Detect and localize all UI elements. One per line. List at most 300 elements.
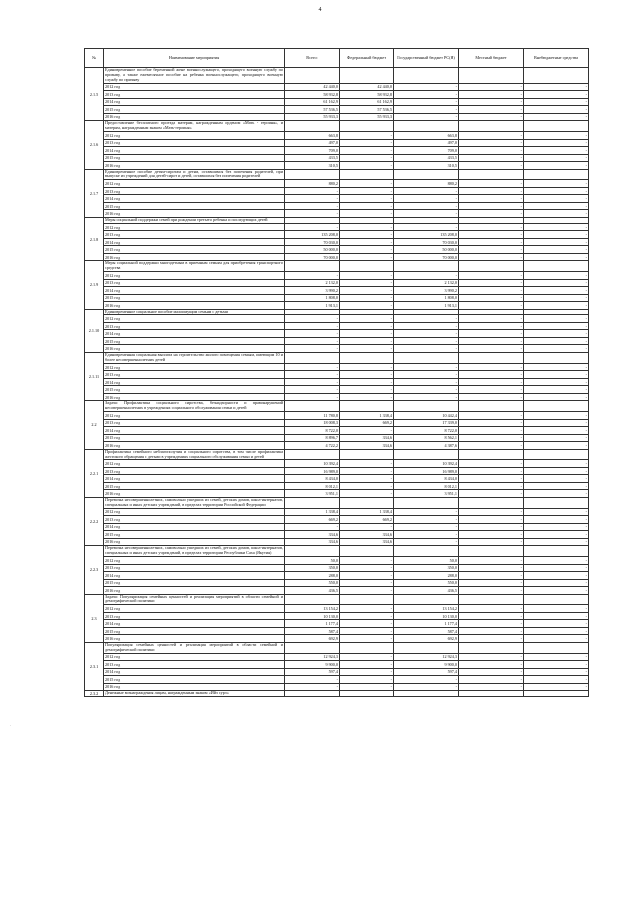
empty-cell xyxy=(285,261,340,272)
regional-cell: - xyxy=(394,363,459,371)
federal-cell: - xyxy=(340,195,394,203)
section-title: Меры социальной поддержки многодетным в приемным семьям для приобретения транспортного средства xyxy=(105,260,283,271)
federal-cell: - xyxy=(340,393,394,401)
section-number: 2.3 xyxy=(85,594,104,642)
local-cell: - xyxy=(459,315,524,323)
regional-cell: 10 130,0 xyxy=(394,612,459,620)
local-cell: - xyxy=(459,195,524,203)
empty-cell xyxy=(394,594,459,605)
local-cell: - xyxy=(459,253,524,261)
federal-cell: - xyxy=(340,180,394,188)
header-regional: Государственный бюджет РС(Я) xyxy=(394,49,459,68)
table-row xyxy=(85,635,589,643)
section-title-row xyxy=(85,546,589,557)
federal-cell: 334,6 xyxy=(340,538,394,546)
section-title: Задача: Профилактика социального сиротства, безнадзорности и правонарушений несовершеннолетних в учреждениях социального обслуживания семьи и детей xyxy=(105,400,283,411)
total-cell: 135 208,0 xyxy=(285,231,340,239)
local-cell: - xyxy=(459,531,524,539)
total-cell: 709,0 xyxy=(285,147,340,155)
table-row xyxy=(85,605,589,613)
empty-cell xyxy=(459,691,524,697)
extra-cell: - xyxy=(524,653,589,661)
empty-cell xyxy=(394,497,459,508)
regional-cell: - xyxy=(394,223,459,231)
empty-cell xyxy=(524,121,589,132)
federal-cell: 1 338,4 xyxy=(340,508,394,516)
table-row xyxy=(85,538,589,546)
table-row xyxy=(85,195,589,203)
local-cell: - xyxy=(459,272,524,280)
local-cell: - xyxy=(459,132,524,140)
regional-cell: 3 951,1 xyxy=(394,490,459,498)
empty-cell xyxy=(394,352,459,363)
year-cell: 2015 год xyxy=(104,154,285,162)
local-cell: - xyxy=(459,523,524,531)
regional-cell: 1 913,1 xyxy=(394,302,459,310)
extra-cell: - xyxy=(524,676,589,684)
extra-cell: - xyxy=(524,564,589,572)
federal-cell: - xyxy=(340,557,394,565)
regional-cell: 70 030,0 xyxy=(394,238,459,246)
section-title: Профилактика семейного неблагополучия и социального сиротства, в том числе профилактика жестокого обращения с детьми в учреждениях социального обслуживания семьи и детей xyxy=(105,449,283,459)
total-cell: - xyxy=(285,393,340,401)
extra-cell: - xyxy=(524,231,589,239)
regional-cell: - xyxy=(394,676,459,684)
local-cell: - xyxy=(459,337,524,345)
empty-cell xyxy=(524,169,589,180)
extra-cell: - xyxy=(524,132,589,140)
year-cell: 2016 год xyxy=(104,393,285,401)
total-cell: - xyxy=(285,378,340,386)
table-row xyxy=(85,460,589,468)
regional-cell: - xyxy=(394,683,459,691)
federal-cell: - xyxy=(340,427,394,435)
table-row xyxy=(85,315,589,323)
table-row xyxy=(85,210,589,218)
empty-cell xyxy=(285,546,340,557)
table-row xyxy=(85,287,589,295)
federal-cell: - xyxy=(340,653,394,661)
total-cell: - xyxy=(285,386,340,394)
section-number: 2.3.1 xyxy=(85,642,104,690)
year-cell: 2015 год xyxy=(104,434,285,442)
total-cell: 70 000,0 xyxy=(285,253,340,261)
year-cell: 2015 год xyxy=(104,294,285,302)
table-row xyxy=(85,83,589,91)
section-number: 2.1.8 xyxy=(85,217,104,260)
regional-cell: 13 154,2 xyxy=(394,605,459,613)
local-cell: - xyxy=(459,98,524,106)
total-cell: 3 951,1 xyxy=(285,490,340,498)
local-cell: - xyxy=(459,427,524,435)
regional-cell: - xyxy=(394,386,459,394)
table-row xyxy=(85,371,589,379)
table-header-row xyxy=(85,49,589,68)
extra-cell: - xyxy=(524,91,589,99)
total-cell: 1 177,4 xyxy=(285,620,340,628)
federal-cell: - xyxy=(340,668,394,676)
local-cell: - xyxy=(459,187,524,195)
federal-cell: - xyxy=(340,605,394,613)
local-cell: - xyxy=(459,113,524,121)
total-cell: 8 896,7 xyxy=(285,434,340,442)
table-row xyxy=(85,653,589,661)
extra-cell: - xyxy=(524,434,589,442)
year-cell: 2013 год xyxy=(104,91,285,99)
header-number: № xyxy=(85,49,104,68)
section-number: 2.1.7 xyxy=(85,169,104,217)
local-cell: - xyxy=(459,557,524,565)
table-row xyxy=(85,627,589,635)
local-cell: - xyxy=(459,620,524,628)
table-row xyxy=(85,279,589,287)
total-cell: 334,6 xyxy=(285,538,340,546)
extra-cell: - xyxy=(524,612,589,620)
year-cell: 2012 год xyxy=(104,315,285,323)
regional-cell: 692,9 xyxy=(394,635,459,643)
regional-cell: 709,0 xyxy=(394,147,459,155)
section-number: 2.2.2 xyxy=(85,497,104,545)
extra-cell: - xyxy=(524,287,589,295)
regional-cell: 497,0 xyxy=(394,139,459,147)
federal-cell: - xyxy=(340,210,394,218)
table-row xyxy=(85,683,589,691)
section-number: 2.1.11 xyxy=(85,352,104,400)
regional-cell: - xyxy=(394,187,459,195)
federal-cell: - xyxy=(340,661,394,669)
extra-cell: - xyxy=(524,337,589,345)
local-cell: - xyxy=(459,434,524,442)
total-cell: 61 162,9 xyxy=(285,98,340,106)
budget-table xyxy=(84,48,589,697)
total-cell: 8 722,0 xyxy=(285,427,340,435)
regional-cell: - xyxy=(394,315,459,323)
local-cell: - xyxy=(459,363,524,371)
total-cell: 669,2 xyxy=(285,516,340,524)
regional-cell: 8 434,0 xyxy=(394,475,459,483)
total-cell: - xyxy=(285,202,340,210)
total-cell: 1 808,0 xyxy=(285,294,340,302)
total-cell: 3 990,2 xyxy=(285,287,340,295)
regional-cell: 4 387,6 xyxy=(394,442,459,450)
year-cell: 2013 год xyxy=(104,661,285,669)
total-cell: 9 900,0 xyxy=(285,661,340,669)
year-cell: 2012 год xyxy=(104,557,285,565)
year-cell: 2012 год xyxy=(104,605,285,613)
total-cell: - xyxy=(285,187,340,195)
empty-cell xyxy=(524,594,589,605)
local-cell: - xyxy=(459,442,524,450)
year-cell: 2013 год xyxy=(104,279,285,287)
year-cell: 2013 год xyxy=(104,516,285,524)
empty-cell xyxy=(394,121,459,132)
empty-cell xyxy=(459,594,524,605)
year-cell: 2013 год xyxy=(104,612,285,620)
regional-cell: 663,8 xyxy=(394,132,459,140)
local-cell: - xyxy=(459,572,524,580)
federal-cell: - xyxy=(340,587,394,595)
extra-cell: - xyxy=(524,661,589,669)
extra-cell: - xyxy=(524,393,589,401)
regional-cell: - xyxy=(394,523,459,531)
year-cell: 2014 год xyxy=(104,427,285,435)
regional-cell: 288,0 xyxy=(394,572,459,580)
extra-cell: - xyxy=(524,345,589,353)
year-cell: 2016 год xyxy=(104,538,285,546)
table-row xyxy=(85,246,589,254)
local-cell: - xyxy=(459,516,524,524)
table-row xyxy=(85,434,589,442)
header-extra: Внебюджетные средства xyxy=(524,49,589,68)
header-local: Местный бюджет xyxy=(459,49,524,68)
empty-cell xyxy=(340,121,394,132)
year-cell: 2016 год xyxy=(104,302,285,310)
empty-cell xyxy=(459,401,524,412)
local-cell: - xyxy=(459,162,524,170)
federal-cell: - xyxy=(340,378,394,386)
regional-cell: 880,2 xyxy=(394,180,459,188)
table-row xyxy=(85,516,589,524)
local-cell: - xyxy=(459,322,524,330)
extra-cell: - xyxy=(524,202,589,210)
table-row xyxy=(85,620,589,628)
extra-cell: - xyxy=(524,490,589,498)
year-cell: 2013 год xyxy=(104,322,285,330)
year-cell: 2014 год xyxy=(104,147,285,155)
federal-cell: - xyxy=(340,386,394,394)
federal-cell: - xyxy=(340,231,394,239)
total-cell: 8 434,0 xyxy=(285,475,340,483)
table-row xyxy=(85,345,589,353)
section-title-row xyxy=(85,497,589,508)
extra-cell: - xyxy=(524,106,589,114)
table-row xyxy=(85,490,589,498)
year-cell: 2015 год xyxy=(104,531,285,539)
regional-cell: 597,4 xyxy=(394,668,459,676)
header-federal: Федеральный бюджет xyxy=(340,49,394,68)
total-cell: 16 989,0 xyxy=(285,467,340,475)
table-row xyxy=(85,231,589,239)
total-cell: - xyxy=(285,337,340,345)
empty-cell xyxy=(459,261,524,272)
total-cell: 11 780,8 xyxy=(285,412,340,420)
regional-cell: - xyxy=(394,83,459,91)
regional-cell: 17 339,0 xyxy=(394,419,459,427)
federal-cell: - xyxy=(340,202,394,210)
table-row xyxy=(85,564,589,572)
table-row xyxy=(85,337,589,345)
section-title-row xyxy=(85,352,589,363)
empty-cell xyxy=(524,68,589,84)
total-cell: 433,5 xyxy=(285,154,340,162)
year-cell: 2014 год xyxy=(104,668,285,676)
year-cell: 2016 год xyxy=(104,253,285,261)
local-cell: - xyxy=(459,202,524,210)
extra-cell: - xyxy=(524,475,589,483)
empty-cell xyxy=(459,169,524,180)
empty-cell xyxy=(340,449,394,460)
extra-cell: - xyxy=(524,162,589,170)
local-cell: - xyxy=(459,538,524,546)
regional-cell: 8 562,1 xyxy=(394,434,459,442)
section-number: 2.3.2 xyxy=(85,691,104,697)
extra-cell: - xyxy=(524,620,589,628)
total-cell: 880,2 xyxy=(285,180,340,188)
year-cell: 2014 год xyxy=(104,378,285,386)
extra-cell: - xyxy=(524,523,589,531)
regional-cell: - xyxy=(394,378,459,386)
total-cell: 58 932,8 xyxy=(285,91,340,99)
total-cell: 55 933,3 xyxy=(285,113,340,121)
margin-mark: . xyxy=(10,722,11,727)
extra-cell: - xyxy=(524,330,589,338)
table-row xyxy=(85,162,589,170)
regional-cell: 587,4 xyxy=(394,627,459,635)
extra-cell: - xyxy=(524,210,589,218)
table-row xyxy=(85,187,589,195)
empty-cell xyxy=(340,352,394,363)
regional-cell: 350,0 xyxy=(394,564,459,572)
regional-cell: 550,0 xyxy=(394,579,459,587)
table-row xyxy=(85,113,589,121)
empty-cell xyxy=(524,546,589,557)
empty-cell xyxy=(459,352,524,363)
empty-cell xyxy=(340,68,394,84)
regional-cell: - xyxy=(394,393,459,401)
local-cell: - xyxy=(459,635,524,643)
federal-cell: 42 440,0 xyxy=(340,83,394,91)
extra-cell: - xyxy=(524,427,589,435)
extra-cell: - xyxy=(524,322,589,330)
empty-cell xyxy=(285,449,340,460)
federal-cell: - xyxy=(340,154,394,162)
local-cell: - xyxy=(459,210,524,218)
federal-cell: - xyxy=(340,620,394,628)
extra-cell: - xyxy=(524,442,589,450)
extra-cell: - xyxy=(524,238,589,246)
year-cell: 2015 год xyxy=(104,386,285,394)
empty-cell xyxy=(394,691,459,697)
year-cell: 2013 год xyxy=(104,467,285,475)
year-cell: 2012 год xyxy=(104,653,285,661)
regional-cell: - xyxy=(394,113,459,121)
federal-cell: 55 933,3 xyxy=(340,113,394,121)
section-title: Перевозка несовершеннолетних, самовольно ушедших из семей, детских домов, школ-интернатов, специальных и иных детских учреждений, в пределах территории Республики Саха (Якутия) xyxy=(105,545,283,556)
section-title-row xyxy=(85,169,589,180)
year-cell: 2013 год xyxy=(104,231,285,239)
total-cell: - xyxy=(285,371,340,379)
empty-cell xyxy=(285,68,340,84)
table-body xyxy=(85,68,589,697)
table-row xyxy=(85,475,589,483)
local-cell: - xyxy=(459,91,524,99)
empty-cell xyxy=(524,401,589,412)
extra-cell: - xyxy=(524,467,589,475)
year-cell: 2015 год xyxy=(104,676,285,684)
federal-cell: 57 536,5 xyxy=(340,106,394,114)
extra-cell: - xyxy=(524,279,589,287)
extra-cell: - xyxy=(524,180,589,188)
table-row xyxy=(85,139,589,147)
table-row xyxy=(85,508,589,516)
regional-cell: 8 722,0 xyxy=(394,427,459,435)
table-row xyxy=(85,330,589,338)
empty-cell xyxy=(459,121,524,132)
empty-cell xyxy=(285,594,340,605)
total-cell: - xyxy=(285,210,340,218)
year-cell: 2015 год xyxy=(104,246,285,254)
year-cell: 2014 год xyxy=(104,98,285,106)
local-cell: - xyxy=(459,180,524,188)
table-row xyxy=(85,531,589,539)
total-cell: - xyxy=(285,322,340,330)
local-cell: - xyxy=(459,564,524,572)
empty-cell xyxy=(285,691,340,697)
total-cell: - xyxy=(285,683,340,691)
section-number: 2.1.9 xyxy=(85,261,104,309)
total-cell: 8 012,1 xyxy=(285,482,340,490)
table-row xyxy=(85,378,589,386)
federal-cell: - xyxy=(340,132,394,140)
extra-cell: - xyxy=(524,579,589,587)
federal-cell: - xyxy=(340,294,394,302)
federal-cell: - xyxy=(340,302,394,310)
table-row xyxy=(85,132,589,140)
year-cell: 2016 год xyxy=(104,490,285,498)
empty-cell xyxy=(524,261,589,272)
year-cell: 2016 год xyxy=(104,113,285,121)
total-cell: - xyxy=(285,223,340,231)
empty-cell xyxy=(394,68,459,84)
table-row xyxy=(85,223,589,231)
section-title-row xyxy=(85,401,589,412)
extra-cell: - xyxy=(524,246,589,254)
table-row xyxy=(85,147,589,155)
table-row xyxy=(85,294,589,302)
year-cell: 2014 год xyxy=(104,475,285,483)
local-cell: - xyxy=(459,223,524,231)
regional-cell: - xyxy=(394,106,459,114)
regional-cell: 1 177,4 xyxy=(394,620,459,628)
federal-cell: 61 162,9 xyxy=(340,98,394,106)
total-cell: 42 440,0 xyxy=(285,83,340,91)
section-number: 2.2 xyxy=(85,401,104,449)
local-cell: - xyxy=(459,612,524,620)
year-cell: 2012 год xyxy=(104,412,285,420)
table-row xyxy=(85,272,589,280)
regional-cell: - xyxy=(394,202,459,210)
table-row xyxy=(85,587,589,595)
total-cell: 334,6 xyxy=(285,531,340,539)
table-row xyxy=(85,98,589,106)
federal-cell: - xyxy=(340,322,394,330)
section-title-row xyxy=(85,261,589,272)
year-cell: 2012 год xyxy=(104,223,285,231)
regional-cell: - xyxy=(394,508,459,516)
extra-cell: - xyxy=(524,412,589,420)
local-cell: - xyxy=(459,147,524,155)
local-cell: - xyxy=(459,294,524,302)
empty-cell xyxy=(394,401,459,412)
federal-cell: - xyxy=(340,683,394,691)
year-cell: 2016 год xyxy=(104,345,285,353)
regional-cell: 50,0 xyxy=(394,557,459,565)
federal-cell: - xyxy=(340,475,394,483)
extra-cell: - xyxy=(524,253,589,261)
year-cell: 2014 год xyxy=(104,287,285,295)
header-total: Всего: xyxy=(285,49,340,68)
local-cell: - xyxy=(459,302,524,310)
